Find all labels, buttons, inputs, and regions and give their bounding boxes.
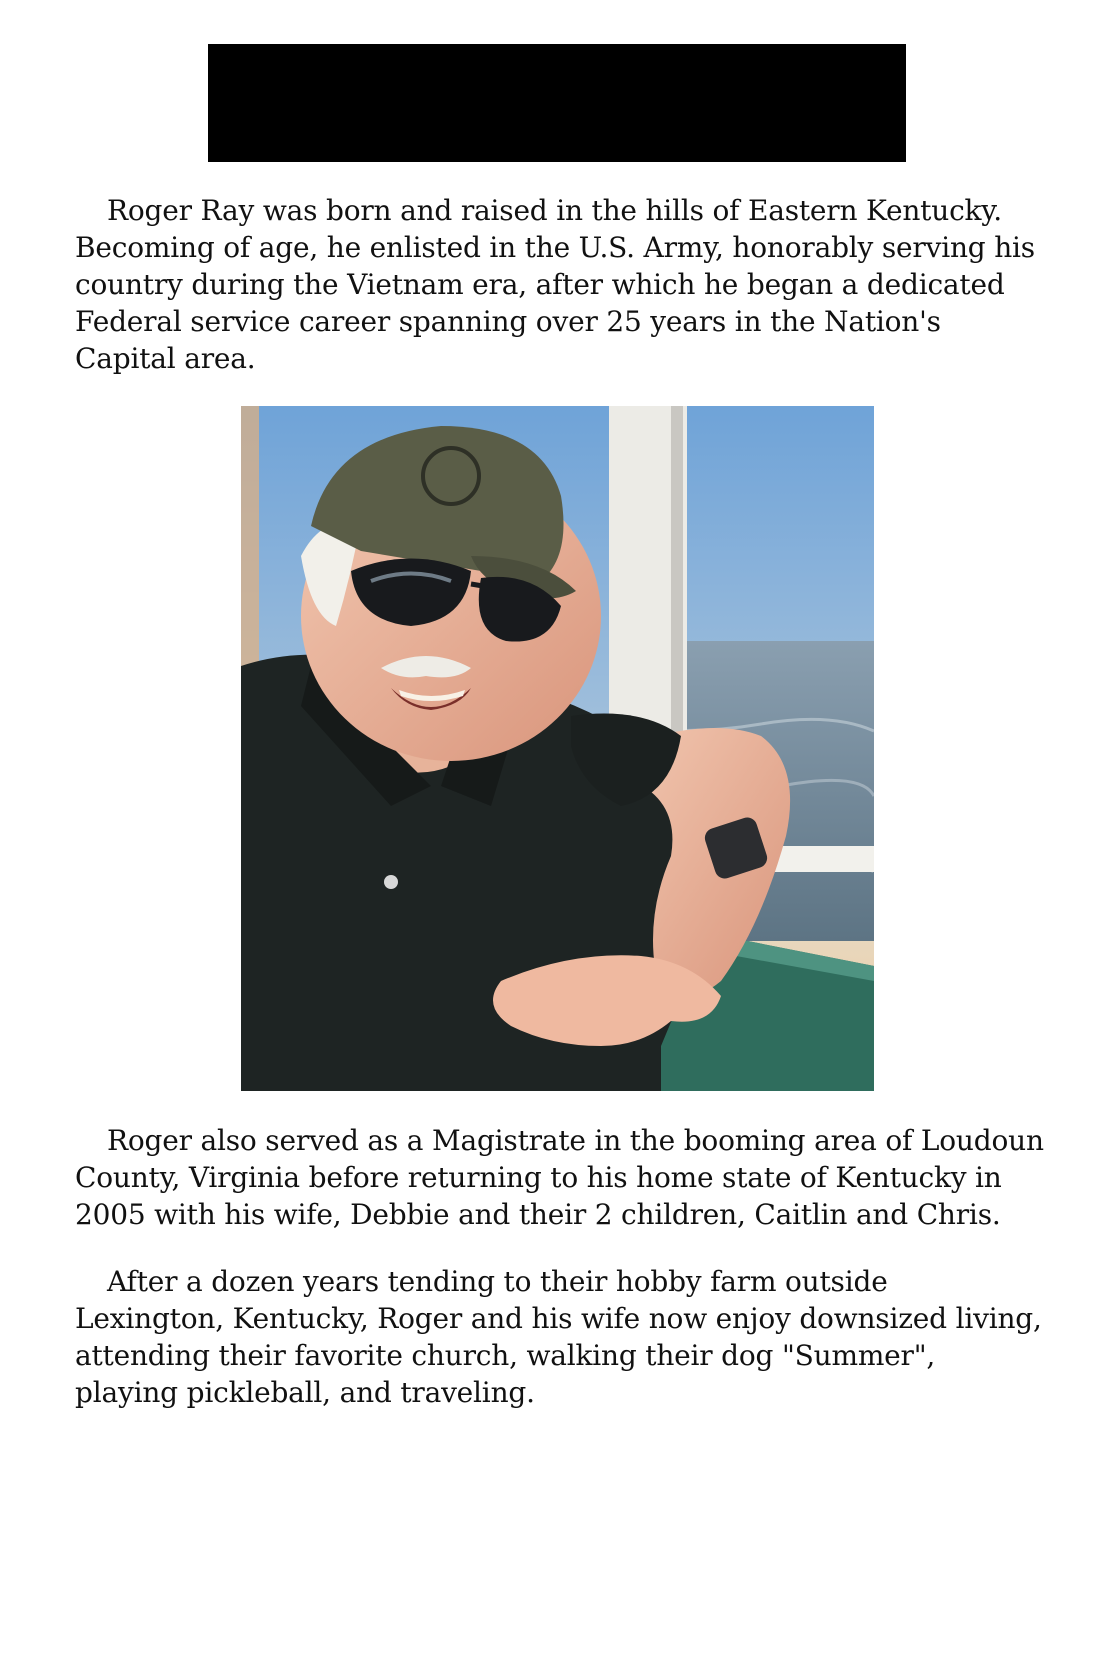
bio-paragraph-2: Roger also served as a Magistrate in the booming area of Loudoun County, Virginia before returning to his home state of Kentucky in 2005 with his wife, Debbie and their 2 children, Caitlin and Chris. [75, 1124, 1044, 1231]
bio-paragraph-1: Roger Ray was born and raised in the hills of Eastern Kentucky. Becoming of age, he enlisted in the U.S. Army, honorably serving his country during the Vietnam era, after which he began a dedicated Federal service career spanning over 25 years in the Nation's Capital area. [75, 194, 1035, 375]
portrait-photo [241, 406, 874, 1091]
bio-paragraph-3: After a dozen years tending to their hobby farm outside Lexington, Kentucky, Roger and his wife now enjoy downsized living, attending their favorite church, walking their dog "Summer", playing pickleball, and traveling. [75, 1265, 1042, 1409]
redacted-title-bar [208, 44, 906, 162]
